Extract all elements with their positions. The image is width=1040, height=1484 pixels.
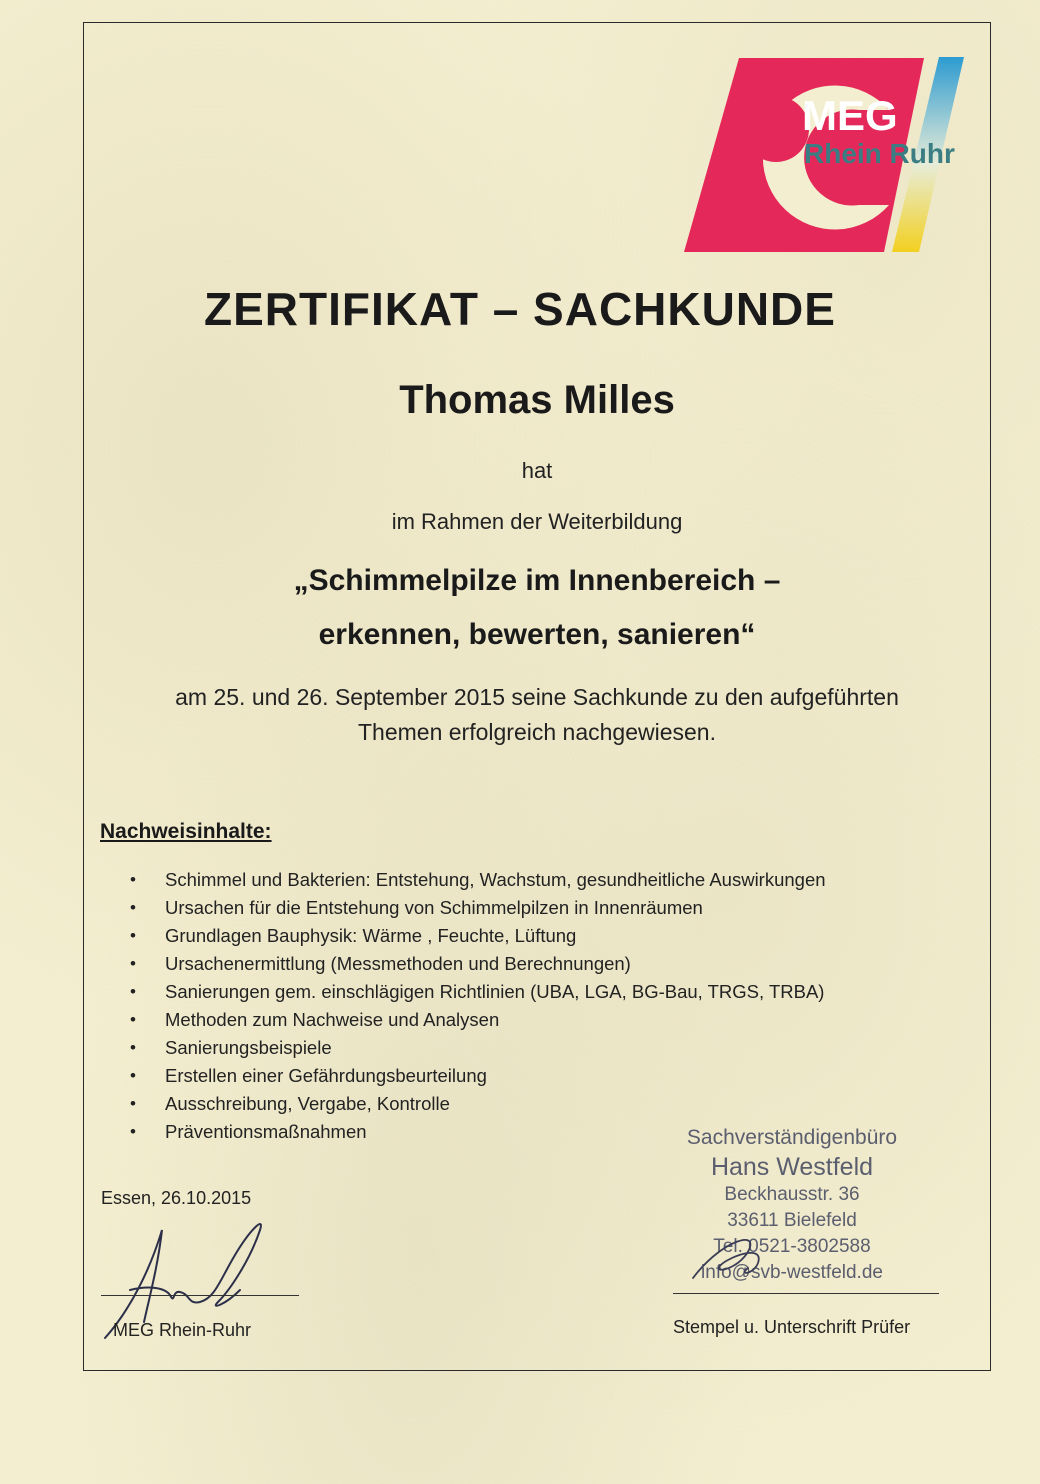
stamp-line6: info@svb-westfeld.de [701,1262,883,1283]
right-signature-caption: Stempel u. Unterschrift Prüfer [673,1317,911,1337]
certificate-title: ZERTIFIKAT – SACHKUNDE [204,283,836,335]
connector-text: hat [521,458,553,483]
certificate-description [0,680,1040,750]
course-title-line2: erkennen, bewerten, sanieren“ [318,618,756,651]
list-item: • Methoden zum Nachweise und Analysen [130,1006,826,1034]
contents-heading: Nachweisinhalte: [100,820,272,843]
course-title-line1: „Schimmelpilze im Innenbereich – [293,564,781,597]
meg-rhein-ruhr-logo [684,55,974,255]
right-handwritten-signature [688,1228,798,1288]
stamp-line1: Sachverständigenbüro [686,1126,898,1149]
list-item: • Ursachenermittlung (Messmethoden und Berechnungen) [130,950,826,978]
stamp-line2: Hans Westfeld [710,1153,874,1181]
place-date: Essen, 26.10.2015 [101,1188,252,1208]
svg-text:MEG: MEG [802,92,898,139]
stamp-line3: Beckhausstr. 36 [724,1184,860,1205]
list-item: • Sanierungen gem. einschlägigen Richtlinien (UBA, LGA, BG-Bau, TRGS, TRBA) [130,978,826,1006]
left-signature-line [101,1295,299,1296]
recipient-name: Thomas Milles [399,378,675,422]
right-signature-line [673,1293,939,1294]
context-text: im Rahmen der Weiterbildung [391,509,683,534]
stamp-line5: Tel. 0521-3802588 [713,1236,871,1257]
list-item: • Präventionsmaßnahmen [130,1118,826,1146]
list-item: • Ausschreibung, Vergabe, Kontrolle [130,1090,826,1118]
list-item: • Sanierungsbeispiele [130,1034,826,1062]
stamp-line4: 33611 Bielefeld [727,1210,857,1231]
svg-text:Rhein Ruhr: Rhein Ruhr [804,138,955,169]
description-line2: Themen erfolgreich nachgewiesen. [358,719,716,745]
list-item: • Ursachen für die Entstehung von Schimmelpilzen in Innenräumen [130,894,826,922]
left-signature-caption: MEG Rhein-Ruhr [113,1320,252,1340]
list-item: • Schimmel und Bakterien: Entstehung, Wachstum, gesundheitliche Auswirkungen [130,866,826,894]
description-line1: am 25. und 26. September 2015 seine Sachkunde zu den aufgeführten [175,684,899,710]
contents-list [130,866,826,1146]
list-item: • Erstellen einer Gefährdungsbeurteilung [130,1062,826,1090]
list-item: • Grundlagen Bauphysik: Wärme , Feuchte, Lüftung [130,922,826,950]
